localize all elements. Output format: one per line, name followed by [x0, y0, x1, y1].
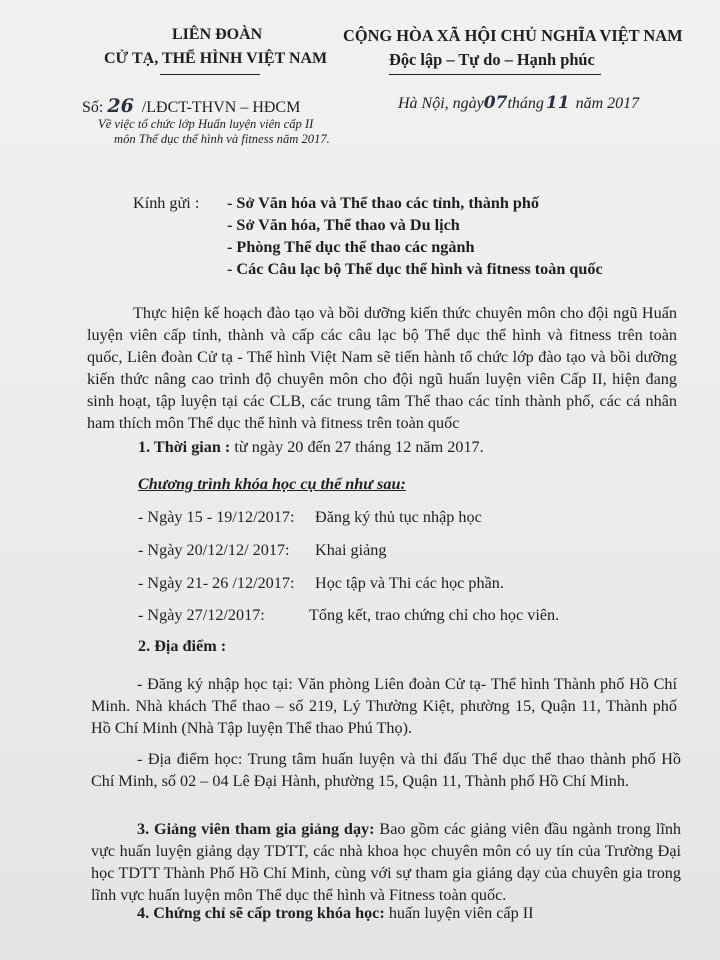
recipient-item: - Các Câu lạc bộ Thể dục thể hình và fitness toàn quốc	[227, 260, 603, 278]
document-date	[398, 93, 639, 113]
registration-line: - Đăng ký nhập học tại: Văn phòng Liên đoàn Cử tạ- Thể hình Thành phố Hồ Chí	[137, 675, 677, 693]
section-certificate	[137, 904, 534, 923]
intro-line: quốc, Liên đoàn Cử tạ - Thể hình Việt Nam sẽ tiến hành tổ chức lớp đào tạo và bồi dưỡng	[87, 348, 677, 366]
section-lecturers-heading: 3. Giảng viên tham gia giảng dạy:	[137, 820, 375, 838]
registration-line: Minh. Nhà khách Thể thao – số 219, Lý Thường Kiệt, phường 15, Quận 11, Thành phố	[91, 697, 677, 715]
program-row-date: - Ngày 20/12/12/ 2017:	[138, 541, 290, 559]
recipient-item: - Sở Văn hóa và Thể thao các tỉnh, thành phố	[227, 194, 539, 212]
date-month: 11	[545, 93, 570, 113]
program-row-desc: Tổng kết, trao chứng chỉ cho học viên.	[309, 606, 560, 624]
program-row-desc: Học tập và Thi các học phần.	[315, 574, 504, 592]
lecturers-line: học TDTT Thành Phố Hồ Chí Minh, cùng với sự tham gia giảng dạy của chuyên gia trong	[91, 864, 681, 882]
venue-line: - Địa điểm học: Trung tâm huấn luyện và thi đấu Thể dục thể thao thành phố Hồ	[137, 750, 681, 768]
section-certificate-text: huấn luyện viên cấp II	[384, 904, 534, 922]
program-title: Chương trình khóa học cụ thể như sau:	[138, 475, 406, 493]
org-name-line2: CỬ TẠ, THỂ HÌNH VIỆT NAM	[104, 50, 328, 67]
lecturers-line: vực huấn luyện giảng dạy TDTT, các nhà khoa học chuyên môn có uy tín của Trường Đại	[91, 842, 681, 860]
intro-line: Thực hiện kế hoạch đào tạo và bồi dưỡng kiến thức chuyên môn cho đội ngũ Huấn	[133, 304, 677, 322]
intro-line: ham thích môn Thể dục thể hình và fitness trên toàn quốc	[87, 414, 460, 432]
section-time	[138, 438, 484, 457]
program-row-date: - Ngày 27/12/2017:	[138, 606, 265, 624]
program-row-desc: Khai giảng	[315, 541, 387, 559]
venue-paragraph	[91, 748, 681, 792]
subject-line1: Về việc tổ chức lớp Huấn luyện viên cấp II	[98, 117, 314, 131]
lecturers-paragraph	[91, 818, 681, 906]
recipients-label: Kính gửi :	[133, 194, 200, 212]
date-month-label: tháng	[507, 95, 544, 112]
section-location-heading: 2. Địa điểm :	[138, 637, 227, 655]
venue-line: Chí Minh, số 02 – 04 Lê Đại Hành, phường 15, Quận 11, Thành phố Hồ Chí Minh.	[91, 772, 630, 790]
date-year: năm 2017	[575, 95, 640, 112]
lecturers-line1-text: Bao gồm các giảng viên đầu ngành trong lĩnh	[374, 820, 682, 838]
program-row-date: - Ngày 15 - 19/12/2017:	[138, 508, 295, 526]
intro-line: sinh hoạt, tập luyện tại các CLB, các trung tâm Thể thao các tỉnh thành phố, các cá nhân	[87, 392, 677, 410]
intro-paragraph	[87, 302, 677, 434]
recipient-item: - Phòng Thể dục thể thao các ngành	[227, 238, 475, 256]
subject-line2: môn Thể dục thể hình và fitness năm 2017.	[114, 132, 330, 146]
country-name: CỘNG HÒA XÃ HỘI CHỦ NGHĨA VIỆT NAM	[343, 26, 683, 45]
org-underline	[160, 74, 260, 75]
doc-no-prefix: Số:	[82, 99, 104, 116]
intro-line: kiến thức nâng cao trình độ chuyên môn cho đội ngũ huấn luyện viên Cấp II, hiện đang	[87, 370, 677, 388]
doc-no-suffix: /LĐCT-THVN – HĐCM	[141, 99, 301, 116]
motto-underline	[389, 74, 601, 75]
date-day: 07	[483, 93, 508, 113]
org-name-line1: LIÊN ĐOÀN	[172, 26, 263, 43]
program-row-date: - Ngày 21- 26 /12/2017:	[138, 574, 295, 592]
program-row-desc: Đăng ký thủ tục nhập học	[315, 508, 482, 526]
national-motto: Độc lập – Tự do – Hạnh phúc	[389, 50, 595, 69]
section-time-text: từ ngày 20 đến 27 tháng 12 năm 2017.	[230, 438, 484, 456]
registration-paragraph	[91, 673, 677, 739]
document-number	[82, 95, 300, 117]
registration-line: Hồ Chí Minh (Nhà Tập luyện Thể thao Phú Thọ).	[91, 719, 413, 737]
date-prefix: Hà Nội, ngày	[398, 95, 484, 112]
section-certificate-heading: 4. Chứng chỉ sẽ cấp trong khóa học:	[137, 904, 385, 922]
intro-line: luyện viên cấp tỉnh, thành và cấp các câu lạc bộ Thể dục thể hình và fitness trên toàn	[87, 326, 677, 344]
doc-no-handwritten: 26	[107, 95, 134, 117]
recipient-item: - Sở Văn hóa, Thể thao và Du lịch	[227, 216, 460, 234]
section-time-heading: 1. Thời gian :	[138, 438, 231, 456]
lecturers-line	[137, 818, 681, 840]
lecturers-line: lĩnh vực huấn luyện môn Thể dục thể hình và Fitness toàn quốc.	[91, 886, 507, 904]
